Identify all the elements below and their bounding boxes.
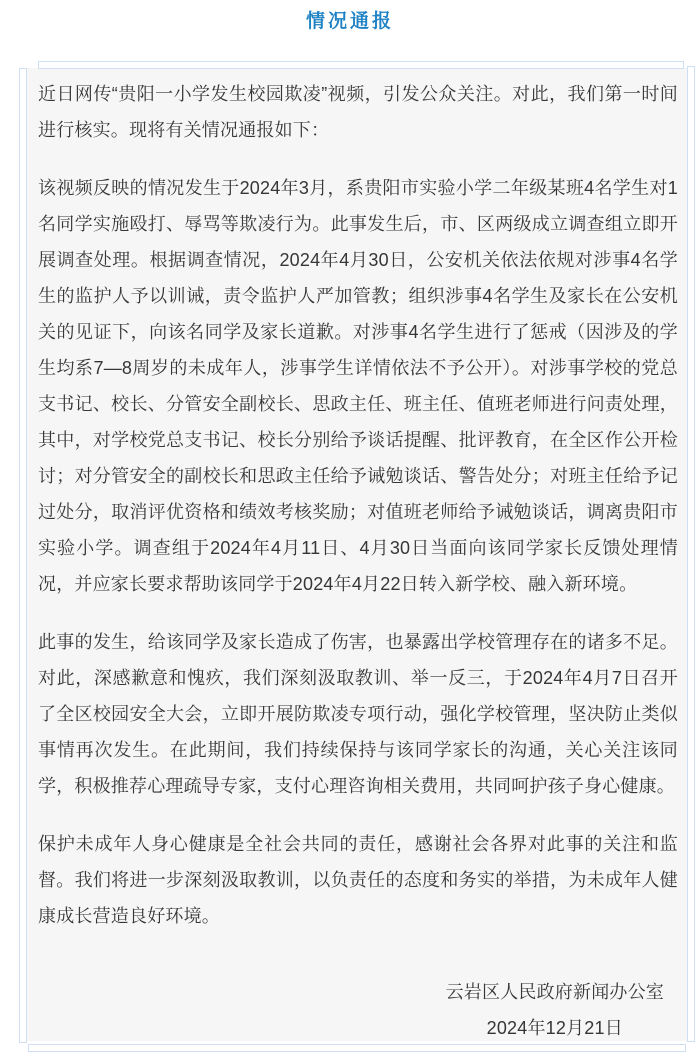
date: 2024年12月21日 [486,1018,623,1038]
frame-right-border [687,66,695,1042]
notice-paragraph-intro: 近日网传“贵阳一小学发生校园欺凌”视频，引发公众关注。对此，我们第一时间进行核实。现将有关情况通报如下： [38,84,678,140]
page-title: 情况通报 [305,11,394,32]
notice-paragraph-investigation: 该视频反映的情况发生于2024年3月，系贵阳市实验小学二年级某班4名学生对1名同学实施殴打、辱骂等欺凌行为。此事发生后，市、区两级成立调查组立即开展调查处理。根据调查情况，2024年4月30日，公安机关依法依规对涉事4名学生的监护人予以训诫，责令监护人严加管教；组织涉事4名学生及家长在公安机关的见证下，向该名同学及家长道歉。对涉事4名学生进行了惩戒（因涉及的学生均系7—8周岁的未成年人，涉事学生详情依法不予公开）。对涉事学校的党总支书记、校长、分管安全副校长、思政主任、班主任、值班老师进行问责处理，其中，对学校党总支书记、校长分别给予谈话提醒、批评教育，在全区作公开检讨；对分管安全的副校长和思政主任给予诫勉谈话、警告处分；对班主任给予记过处分，取消评优资格和绩效考核奖励；对值班老师给予诫勉谈话，调离贵阳市实验小学。调查组于2024年4月11日、4月30日当面向该同学家长反馈处理情况，并应家长要求帮助该同学于2024年4月22日转入新学校、融入新环境。 [38,178,678,594]
signature: 云岩区人民政府新闻办公室 [445,982,664,1002]
notice-paragraph-closing: 保护未成年人身心健康是全社会共同的责任，感谢社会各界对此事的关注和监督。我们将进一步深刻汲取教训，以负责任的态度和务实的举措，为未成年人健康成长营造良好环境。 [38,834,678,926]
signature-block [38,974,678,1046]
notice-body [38,76,678,1046]
notice-paragraph-apology: 此事的发生，给该同学及家长造成了伤害，也暴露出学校管理存在的诸多不足。对此，深感歉意和愧疚，我们深刻汲取教训、举一反三，于2024年4月7日召开了全区校园安全大会，立即开展防欺凌专项行动，强化学校管理，坚决防止类似事情再次发生。在此期间，我们持续保持与该同学家长的沟通，关心关注该同学，积极推荐心理疏导专家，支付心理咨询相关费用，共同呵护孩子身心健康。 [38,632,678,796]
frame-left-border [19,68,27,1043]
frame-top-border [38,61,684,69]
